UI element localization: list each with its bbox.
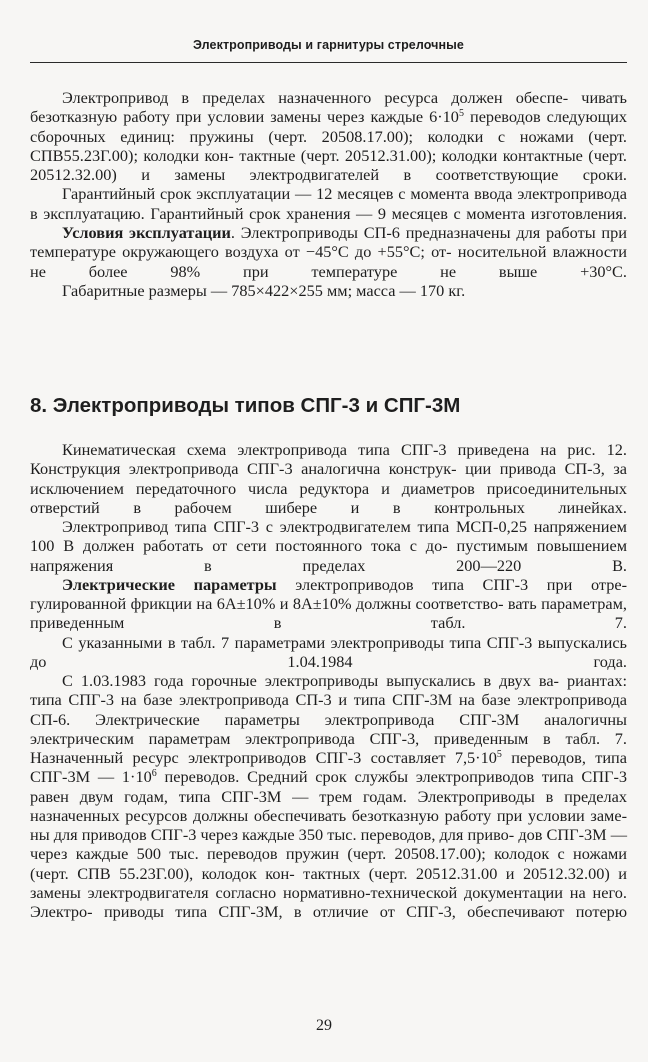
paragraph-electrical-params bbox=[30, 575, 627, 633]
paragraph-motor bbox=[30, 517, 627, 575]
line: базе электропривода СП-6. Электрические параметры электропривода bbox=[30, 690, 627, 729]
section-8-body bbox=[30, 440, 627, 921]
line: вать параметрам, приведенным в табл. 7. bbox=[30, 594, 627, 633]
paragraph-resource bbox=[30, 88, 627, 184]
running-header: Электроприводы и гарнитуры стрелочные bbox=[193, 38, 464, 52]
line: СПГ-3 составляет 7,5·10 bbox=[315, 748, 497, 767]
line: переводов. bbox=[156, 767, 240, 787]
line: Гарантийный срок эксплуатации — 12 месяцев с момента ввода bbox=[62, 184, 513, 204]
line: 20508.17.00); колодок с ножами (черт. СПВ 55.23Г.00), колодок кон- bbox=[30, 844, 627, 883]
line: Габаритные размеры — 785×422×255 мм; масса — 170 кг. bbox=[62, 280, 466, 300]
line: тактных (черт. 20512.31.00 и 20512.32.00) и замены электродвигателя bbox=[30, 863, 628, 902]
paragraph-dimensions bbox=[30, 281, 627, 300]
line: и диаметров присоединительных отверстий в рабочем шибере и в bbox=[30, 478, 628, 517]
paragraph-production-date bbox=[30, 633, 627, 672]
line: переводов следующих сборочных единиц: пружины (черт. bbox=[30, 107, 628, 146]
line: Электропривод в пределах назначенного ресурса должен обеспе- bbox=[62, 88, 569, 107]
line: . Электроприводы СП-6 предназначены для bbox=[230, 223, 541, 243]
line: С указанными в табл. 7 параметрами электроприводы типа bbox=[62, 632, 482, 652]
superscript: 5 bbox=[458, 108, 464, 120]
line: типа СПГ-3М — трем годам. Электроприводы в пределах назначенных bbox=[30, 786, 627, 825]
section-heading: 8. Электроприводы типов СПГ-3 и СПГ-3М bbox=[30, 394, 461, 417]
paragraph-warranty bbox=[30, 184, 627, 223]
header-rule bbox=[30, 62, 627, 63]
line: напряжением 100 В должен работать от сети постоянного тока с до- bbox=[30, 517, 627, 556]
line: ресурсов должны обеспечивать безотказную работу при условии заме- bbox=[125, 805, 627, 825]
line: чивать безотказную работу при условии замены через каждые 6·10 bbox=[30, 88, 627, 127]
paragraph-operating-conditions bbox=[30, 223, 627, 281]
line: гулированной фрикции на 6А±10% и 8А±10% должны соответство- bbox=[30, 594, 504, 613]
line: переводов, типа СПГ-3М — 1·10 bbox=[30, 748, 627, 787]
superscript: 6 bbox=[151, 768, 157, 780]
paragraph-kinematic-scheme bbox=[30, 440, 627, 517]
line: и замены электродвигателей в соответствующие сроки. bbox=[141, 165, 627, 185]
line: электропривода в эксплуатацию. Гарантийный срок хранения — bbox=[30, 184, 627, 223]
line: рис. 12. Конструкция электропривода СПГ-3 аналогична конструк- bbox=[30, 440, 627, 479]
line: работы при температуре окружающего воздуха от −45°С до +55°С; от- bbox=[30, 223, 627, 262]
top-section bbox=[30, 88, 627, 300]
line: дов СПГ-3М — через каждые 500 тыс. переводов пружин (черт. bbox=[30, 825, 627, 864]
line: приводы типа СПГ-3М, в отличие от СПГ-3, обеспечивают потерю bbox=[103, 902, 627, 921]
line: электроприводов типа СПГ-3 при отре- bbox=[276, 574, 627, 594]
line: пустимым повышением напряжения в пределах 200—220 В. bbox=[30, 536, 627, 575]
line: контрольных линейках. bbox=[434, 497, 627, 517]
line: СПГ-3М аналогичны электрическим параметрам электропривода bbox=[30, 709, 627, 748]
paragraph-variants bbox=[30, 671, 627, 921]
line: Кинематическая схема электропривода типа СПГ-3 приведена на bbox=[62, 440, 557, 459]
line: ны для приводов СПГ-3 через каждые 350 тыс. переводов, для приво- bbox=[30, 825, 515, 844]
superscript: 5 bbox=[496, 749, 502, 760]
bold-term: Электрические параметры bbox=[62, 574, 277, 594]
page-number: 29 bbox=[316, 1017, 332, 1034]
bold-term: Условия эксплуатации bbox=[62, 223, 231, 243]
line: ции привода СП-3, за исключением передаточного числа редуктора bbox=[30, 459, 627, 498]
line: СПГ-3, приведенным в табл. 7. Назначенный ресурс электроприводов bbox=[30, 728, 627, 767]
line: Средний срок службы электроприводов типа СПГ-3 равен двум годам, bbox=[30, 767, 628, 806]
line: носительной влажности не более 98% при температуре не выше +30°С. bbox=[30, 242, 627, 281]
line: 9 месяцев с момента изготовления. bbox=[377, 203, 627, 223]
line: согласно нормативно-технической документации на него. Электро- bbox=[30, 882, 627, 921]
line: С 1.03.1983 года горочные электроприводы выпускались в двух ва- bbox=[62, 671, 559, 690]
line: тактные (черт. 20512.31.00); колодки контактные (черт. 20512.32.00) bbox=[30, 145, 627, 185]
line: Электропривод типа СПГ-3 с электродвигателем типа МСП-0,25 bbox=[62, 517, 527, 536]
line: СПГ-3 выпускались до 1.04.1984 года. bbox=[30, 632, 627, 671]
line: 20508.17.00); колодки с ножами (черт. СПВ55.23Г.00); колодки кон- bbox=[30, 126, 628, 165]
line: риантах: типа СПГ-3 на базе электропривода СП-3 и типа СПГ-3М на bbox=[30, 671, 627, 710]
